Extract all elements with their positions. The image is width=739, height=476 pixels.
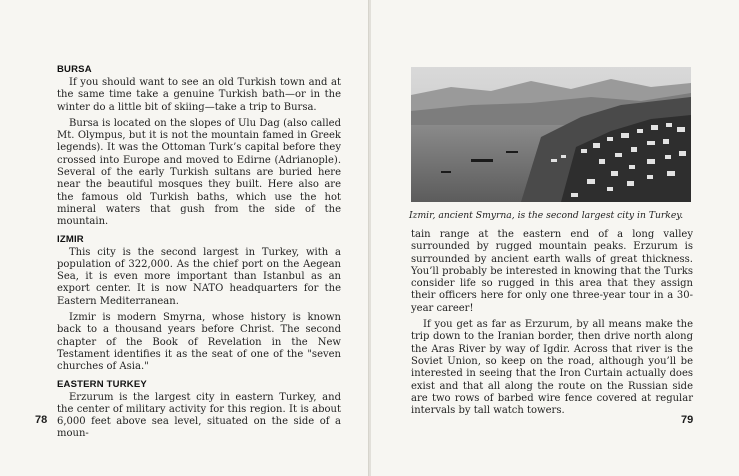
izmir-harbor-photo xyxy=(411,67,691,202)
paragraph: Bursa is located on the slopes of Ulu Dag (also called Mt. Olympus, but it is not the mountain famed in Greek legends). It was the Ottoman Turk’s capital before they crossed into Europe and moved to Edirne (Adrianople). Several of the early Turkish sultans are buried here near the beautiful mosques they built. Here also are the famous old Turkish baths, which use the hot mineral waters that gush from the side of the mountain. xyxy=(57,117,341,228)
left-page xyxy=(0,0,369,476)
right-text-column xyxy=(411,229,693,421)
paragraph: If you get as far as Erzurum, by all means make the trip down to the Iranian border, then drive north along the Aras River by way of Igdir. Across that river is the Soviet Union, so keep on the road, although you’ll be interested in seeing that the Iron Curtain actually does exist and that all along the route on the Russian side are two rows of barbed wire fence covered at regular intervals by tall watch towers. xyxy=(411,319,693,417)
paragraph: Izmir is modern Smyrna, whose history is known back to a thousand years before Christ. The second chapter of the Book of Revelation in the New Testament identifies it as the seat of one of the "seven churches of Asia." xyxy=(57,312,341,373)
photo-caption: Izmir, ancient Smyrna, is the second largest city in Turkey. xyxy=(409,210,684,221)
paragraph: Erzurum is the largest city in eastern Turkey, and the center of military activity for this region. It is about 6,000 feet above sea level, situated on the side of a moun- xyxy=(57,391,341,440)
paragraph: This city is the second largest in Turkey, with a population of 322,000. As the chief port on the Aegean Sea, it is even more important than Istanbul as an export center. It is now NATO headquarters for the Eastern Mediterranean. xyxy=(57,246,341,307)
paragraph: tain range at the eastern end of a long valley surrounded by rugged mountain peaks. Erzurum is surrounded by ancient earth walls of great thickness. You’ll probably be interested in knowing that the Turks consider life so rugged in this area that they assign their officers here for only one three-year tour in a 30-year career! xyxy=(411,229,693,314)
section-eastern-turkey xyxy=(57,379,341,441)
section-bursa xyxy=(57,64,341,229)
page-number-right: 79 xyxy=(681,414,694,426)
left-text-column xyxy=(57,64,341,446)
section-heading: EASTERN TURKEY xyxy=(57,378,147,390)
section-heading: IZMIR xyxy=(57,233,84,245)
paragraph: If you should want to see an old Turkish town and at the same time take a genuine Turkish bath—or in the winter do a little bit of skiing—take a trip to Bursa. xyxy=(57,77,341,113)
right-page xyxy=(371,0,739,476)
section-izmir xyxy=(57,234,341,374)
section-heading: BURSA xyxy=(57,64,92,75)
page-number-left: 78 xyxy=(35,414,48,426)
